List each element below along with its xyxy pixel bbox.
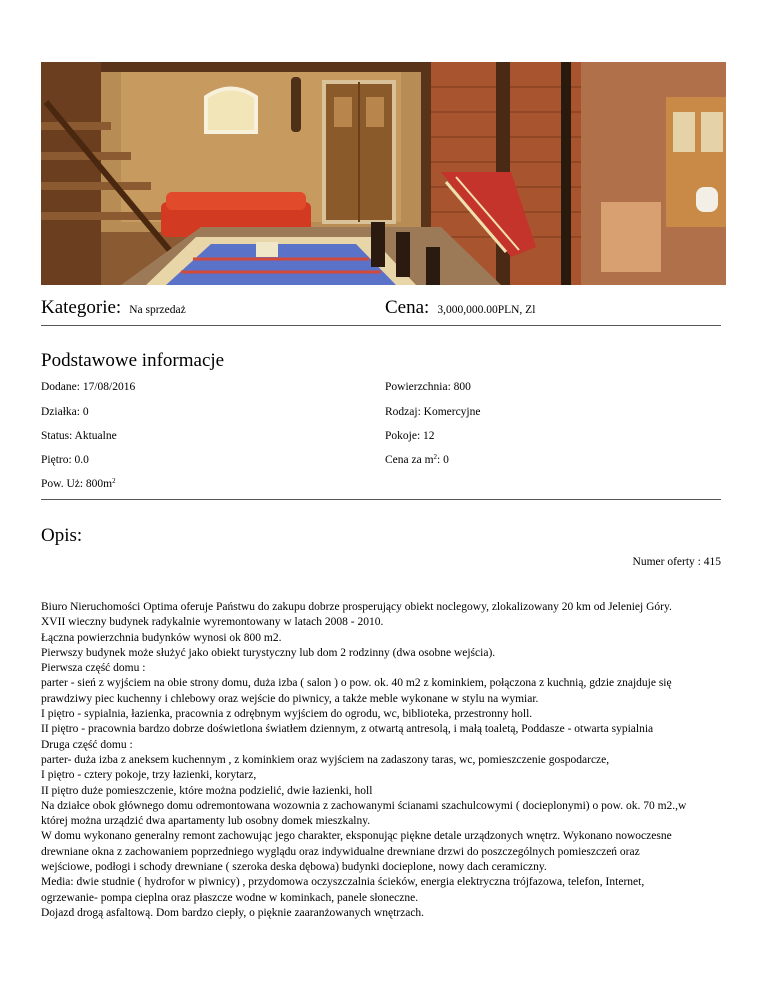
usable-area-sup: 2 <box>112 477 116 485</box>
description-line: parter - sień z wyjściem na obie strony domu, duża izba ( salon ) o pow. ok. 40 m2 z kominkiem, połączona z kuchnią, gdzie znajduje się <box>41 677 672 690</box>
description-line: XVII wieczny budynek radykalnie wyremontowany w latach 2008 - 2010. <box>41 616 384 629</box>
usable-area <box>41 478 116 490</box>
price-row <box>385 297 535 319</box>
description-line: wejściowe, podłogi i schody drewniane ( szeroka deska dębowa) budynki docieplone, nowy dach ceramiczny. <box>41 861 547 874</box>
price-per-m2-prefix: Cena za m <box>385 454 434 466</box>
category-row <box>41 297 186 319</box>
description-line: ogrzewanie- pompa cieplna oraz płaszcze wodne w kominkach, panele słoneczne. <box>41 891 419 904</box>
description-line: Biuro Nieruchomości Optima oferuje Państwu do zakupu dobrze prosperujący obiekt noclegowy, zlokalizowany 20 km od Jeleniej Góry. <box>41 601 672 613</box>
description-line: drewniane okna z zachowaniem poprzedniego wyglądu oraz indywidualne drewniane drzwi do poszczególnych pomieszczeń oraz <box>41 845 640 858</box>
basic-info-title: Podstawowe informacje <box>41 350 225 371</box>
description-line: Łączna powierzchnia budynków wynosi ok 800 m2. <box>41 631 282 644</box>
price-value: 3,000,000.00PLN, Zl <box>437 304 536 316</box>
price-per-m2-sup: 2 <box>433 453 438 461</box>
description-line: II piętro duże pomieszczenie, które można podzielić, dwie łazienki, holl <box>41 784 373 797</box>
description-title: Opis: <box>41 525 83 546</box>
description-line: I piętro - sypialnia, łazienka, pracownia z odrębnym wyjściem do ogrodu, wc, biblioteka, przestronny holl. <box>41 708 533 721</box>
description-line: II piętro - pracownia bardzo dobrze doświetlona światłem dziennym, z otwartą antresolą, i małą toaletą, Poddasze - otwarta sypialnia <box>41 723 654 736</box>
offer-number: Numer oferty : 415 <box>632 556 721 568</box>
property-type: Rodzaj: Komercyjne <box>385 406 481 418</box>
floor: Piętro: 0.0 <box>41 454 89 466</box>
description-line: W domu wykonano generalny remont zachowując jego charakter, eksponując piękne detale urządzonych wnętrz. Wykonano nowoczesne <box>41 830 672 843</box>
status: Status: Aktualne <box>41 430 117 442</box>
description-line: Dojazd drogą asfaltową. Dom bardzo ciepły, o pięknie zaaranżowanych wnętrzach. <box>41 906 425 919</box>
price-per-m2-suffix: : 0 <box>437 454 449 466</box>
divider <box>41 325 721 326</box>
description-line: parter- duża izba z aneksem kuchennym , z kominkiem oraz wyjściem na zadaszony taras, wc, pomieszczenie gospodarcze, <box>41 753 610 766</box>
description-line: Pierwszy budynek może służyć jako obiekt turystyczny lub dom 2 rodzinny (dwa osobne wejścia). <box>41 646 496 659</box>
area: Powierzchnia: 800 <box>385 381 471 393</box>
description-line: I piętro - cztery pokoje, trzy łazienki, korytarz, <box>41 769 257 782</box>
category-value: Na sprzedaż <box>129 304 186 316</box>
divider <box>41 499 721 500</box>
price-label: Cena: <box>385 297 430 318</box>
description-line: Druga część domu : <box>41 738 133 751</box>
description-line: prawdziwy piec kuchenny i chlebowy oraz wejście do piwnicy, a także meble wykonane w stylu na wymiar. <box>41 692 539 705</box>
description-line: Media: dwie studnie ( hydrofor w piwnicy) , przydomowa oczyszczalnia ścieków, energia elektryczna trójfazowa, telefon, Internet, <box>41 876 645 889</box>
added-date: Dodane: 17/08/2016 <box>41 381 136 393</box>
description-line: której można urządzić dwa apartamenty lub osobny domek mieszkalny. <box>41 815 371 828</box>
rooms: Pokoje: 12 <box>385 430 435 442</box>
plot: Działka: 0 <box>41 406 89 418</box>
price-per-m2 <box>385 454 449 466</box>
description-line: Na działce obok głównego domu odremontowana wozownia z zachowanymi ścianami szachulcowymi ( docieplonymi) o pow. ok. 70 m2.,w <box>41 799 687 812</box>
usable-area-prefix: Pow. Uż: 800m <box>41 478 113 490</box>
category-label: Kategorie: <box>41 297 122 318</box>
property-photo <box>41 62 726 285</box>
description-line: Pierwsza część domu : <box>41 662 146 675</box>
description-text <box>41 600 727 921</box>
